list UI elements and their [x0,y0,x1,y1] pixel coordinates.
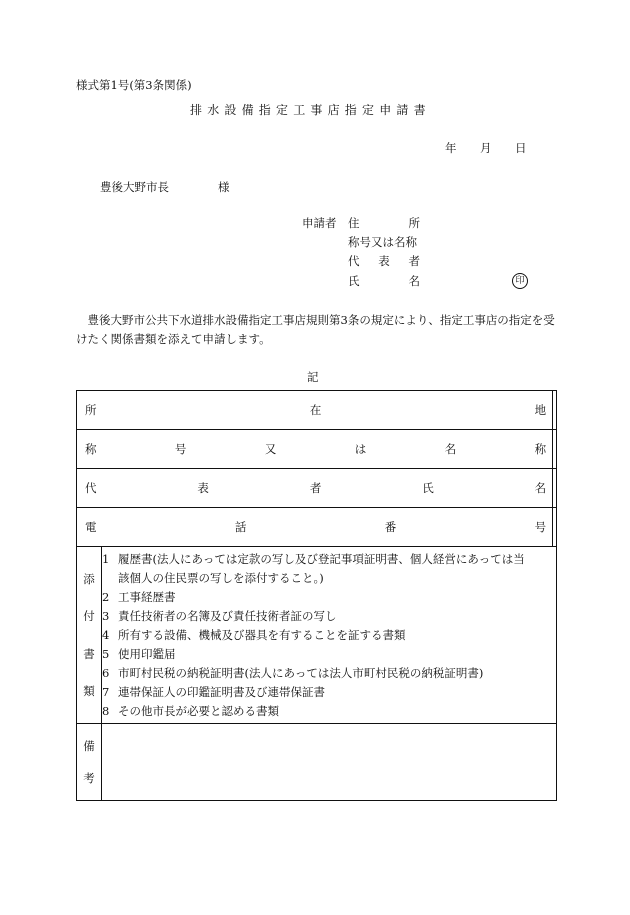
label-char: 備 [83,739,95,753]
date-day-label: 日 [515,141,527,155]
label-char: 称 [85,442,97,456]
label-char: 類 [83,684,95,699]
applicant-name-char: 氏 [348,274,360,288]
label-char: 名 [444,442,457,456]
list-item [102,645,556,664]
table-row-trade-name [77,430,557,469]
location-label-cell [77,391,553,430]
applicant-label: 申請者 [302,216,337,230]
list-item [102,626,556,645]
item-text: 履歴書(法人にあっては定款の写し及び登記事項証明書、個人経営にあっては当 [118,551,525,566]
label-char: 地 [534,403,547,417]
label-char: は [354,442,367,456]
application-statement: 豊後大野市公共下水道排水設備指定工事店規則第3条の規定により、指定工事店の指定を受けたく関係書類を添えて申請します。 [76,313,555,346]
applicant-address-label [348,216,420,230]
applicant-address-char: 所 [408,216,420,230]
table-row-remarks [77,724,557,801]
seal-mark: 印 [512,273,528,289]
item-number: 2 [102,589,110,604]
addressee-name: 豊後大野市長 [100,180,169,194]
table-row-attachments [77,547,557,724]
table-row-phone [77,508,557,547]
location-value-cell[interactable] [553,391,557,430]
applicant-name-label [348,274,420,288]
applicant-representative-label [348,254,420,268]
label-char: 表 [197,481,209,495]
applicant-trade-name-label [348,235,420,249]
applicant-representative-char: 表 [378,254,390,268]
list-item [102,550,556,569]
list-item [102,588,556,607]
label-char: 号 [174,442,187,456]
date-month-label: 月 [480,141,492,155]
applicant-address-char: 住 [348,216,360,230]
label-char: 所 [85,403,97,417]
date-year-label: 年 [445,141,457,155]
list-item [102,607,556,626]
form-number: 様式第1号(第3条関係) [76,78,192,92]
list-item [102,664,556,683]
label-char: 在 [309,403,322,417]
item-number: 6 [102,665,110,680]
list-item [102,683,556,702]
list-item [102,702,556,721]
label-char: 書 [83,646,95,661]
location-label [77,402,552,418]
item-text: 使用印鑑届 [118,646,176,661]
item-number: 8 [102,703,110,718]
application-table [76,390,557,801]
representative-label-cell [77,469,553,508]
applicant-name-char: 名 [408,274,420,288]
item-number: 3 [102,608,110,623]
label-char: 電 [85,520,97,534]
item-number: 4 [102,627,110,642]
attachments-label [77,560,101,710]
table-row-representative [77,469,557,508]
item-number: 7 [102,684,110,699]
ki-heading: 記 [307,370,319,384]
label-char: 考 [83,771,95,785]
label-char: 称 [534,442,547,456]
label-char: 話 [234,520,247,534]
trade-name-value-cell[interactable] [553,430,557,469]
attachments-list-cell [102,547,557,724]
label-char: 号 [534,520,547,534]
item-continuation: 該個人の住民票の写しを添付すること。) [118,570,324,585]
phone-label [77,519,552,535]
representative-label [77,480,552,496]
label-char: 氏 [422,481,434,495]
page-title: 排水設備指定工事店指定申請書 [190,103,431,117]
item-text: 工事経歴書 [118,589,176,604]
attachments-label-cell [77,547,102,724]
item-text: 所有する設備、機械及び器具を有することを証する書類 [118,627,406,642]
label-char: 代 [85,481,97,495]
phone-label-cell [77,508,553,547]
label-char: 又 [264,442,277,456]
item-text: 責任技術者の名簿及び責任技術者証の写し [118,608,337,623]
representative-value-cell[interactable] [553,469,557,508]
applicant-representative-char: 代 [348,254,360,268]
label-char: 者 [309,481,322,495]
remarks-value-cell[interactable] [102,724,557,801]
remarks-label [77,730,101,794]
trade-name-label [77,441,552,457]
table-row-location [77,391,557,430]
item-text: 連帯保証人の印鑑証明書及び連帯保証書 [118,684,325,699]
applicant-representative-char: 者 [408,254,420,268]
item-number: 5 [102,646,110,661]
item-number: 1 [102,551,110,566]
label-char: 添 [83,571,95,586]
item-text: 市町村民税の納税証明書(法人にあっては法人市町村民税の納税証明書) [118,665,484,680]
trade-name-label-cell [77,430,553,469]
addressee-honorific: 様 [218,180,230,194]
label-char: 付 [83,609,95,624]
label-char: 番 [384,520,397,534]
remarks-label-cell [77,724,102,801]
applicant-trade-name-text: 称号又は名称 [348,235,417,249]
item-text: その他市長が必要と認める書類 [118,703,279,718]
phone-value-cell[interactable] [553,508,557,547]
label-char: 名 [534,481,547,495]
